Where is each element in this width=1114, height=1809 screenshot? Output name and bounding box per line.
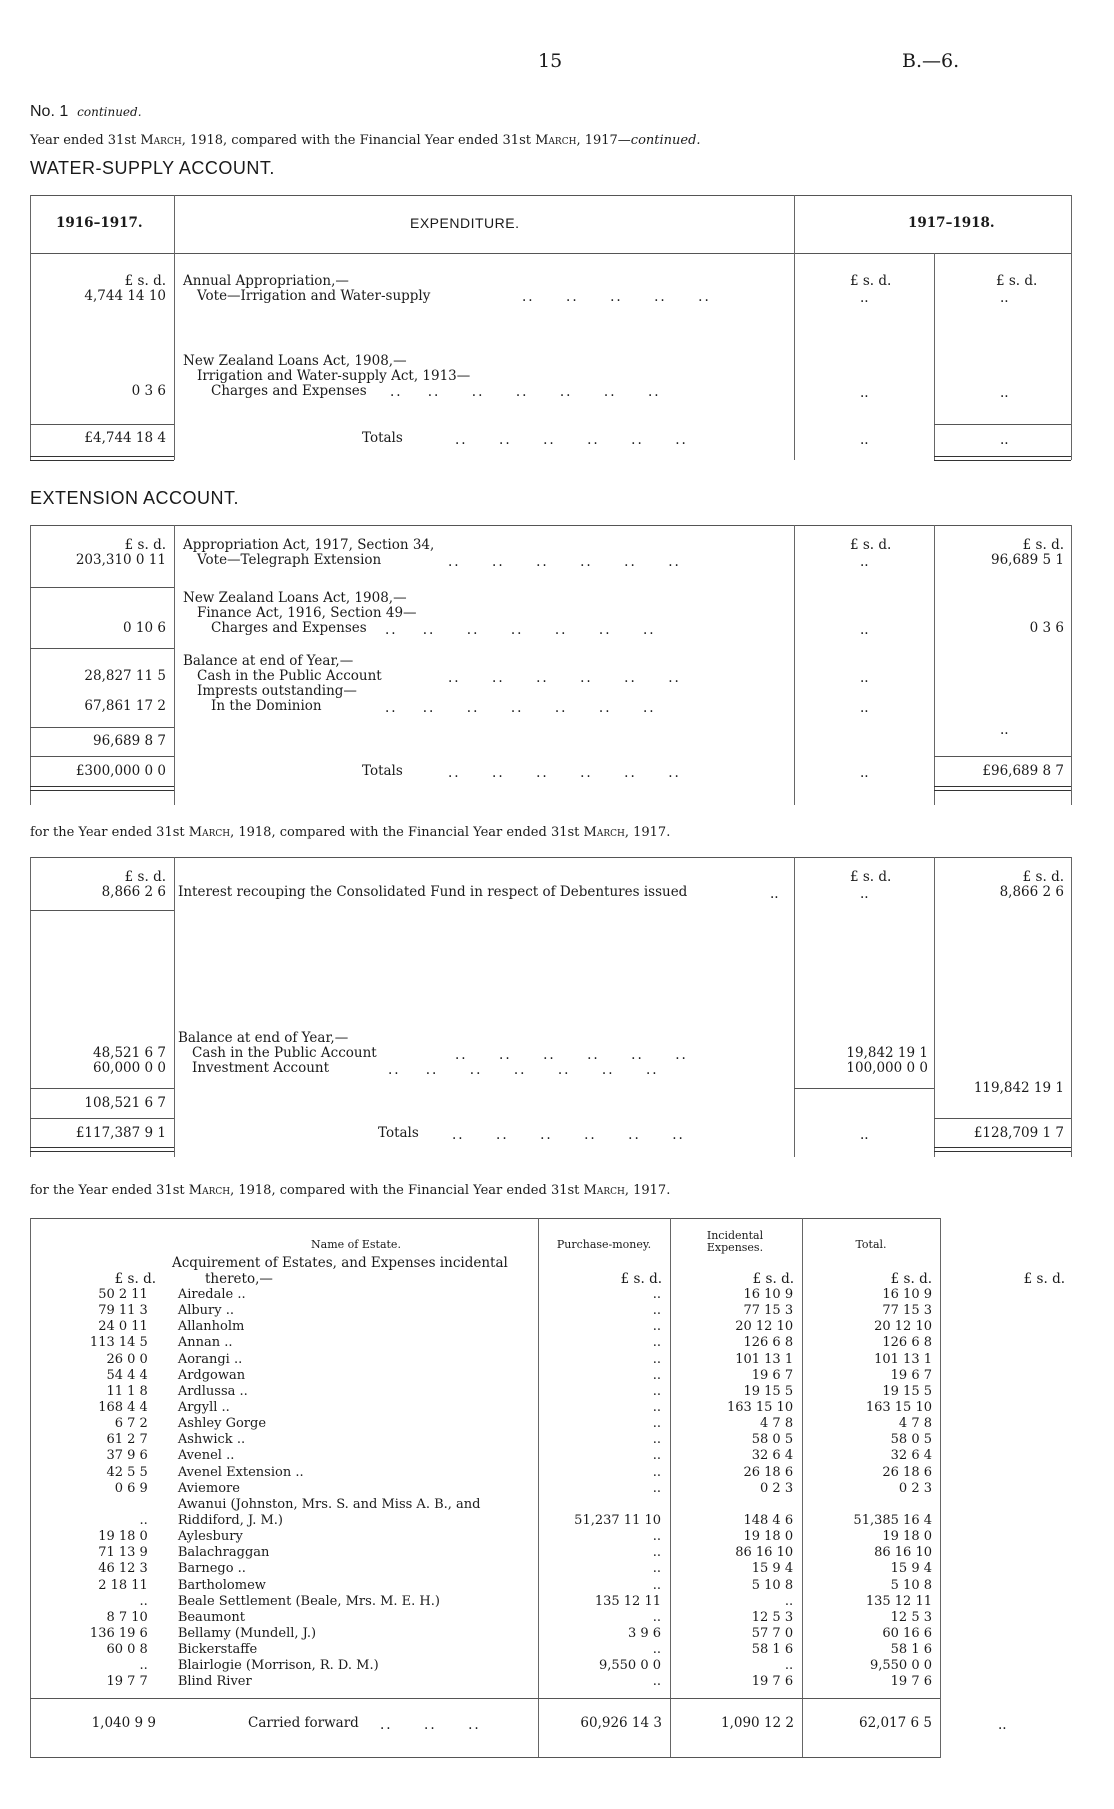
estate-purchase: ..: [652, 1674, 662, 1690]
estate-row: [30, 1674, 940, 1690]
subtitle: Year ended 31st March, 1918, compared with the Financial Year ended 31st March, 1917—continued.: [30, 133, 701, 148]
estate-prev: 2 18 11: [98, 1577, 148, 1593]
estate-inc: 5 10 8: [751, 1577, 794, 1593]
s3-prev-4: 108,521 6 7: [84, 1095, 166, 1111]
ws-cur-2: ..: [1000, 385, 1009, 401]
estate-row: [30, 1578, 940, 1594]
s4-lsd-last: £ s. d.: [1023, 1271, 1065, 1287]
estate-total: 16 10 9: [882, 1287, 932, 1303]
s3-lsd: £ s. d.: [124, 869, 166, 885]
estate-total: 77 15 3: [882, 1303, 932, 1319]
estate-total: 0 2 3: [898, 1480, 932, 1496]
estate-purchase: ..: [652, 1335, 662, 1351]
s3-cur-1: 8,866 2 6: [999, 884, 1064, 900]
ws-lsd-mid: £ s. d.: [850, 273, 892, 289]
s3-prev-2: 48,521 6 7: [93, 1045, 166, 1061]
ext-cur-2: 0 3 6: [1029, 620, 1064, 636]
estate-inc: 0 2 3: [760, 1480, 794, 1496]
estate-row: [30, 1287, 940, 1303]
estate-row: [30, 1529, 940, 1545]
s3-mid-total: ..: [860, 1127, 869, 1143]
estate-name: Ashwick ..: [177, 1432, 246, 1448]
estate-name: Aviemore: [177, 1480, 240, 1496]
ext-prev-3: 28,827 11 5: [84, 668, 166, 684]
s3-line-2: Balance at end of Year,—: [178, 1030, 349, 1046]
estate-inc: 148 4 6: [743, 1513, 794, 1529]
section3-heading: for the Year ended 31st March, 1918, compared with the Financial Year ended 31st March, 1917.: [30, 825, 671, 840]
ext-line-1: Appropriation Act, 1917, Section 34,: [183, 537, 435, 553]
ext-lsd: £ s. d.: [124, 537, 166, 553]
estate-purchase: ..: [652, 1351, 662, 1367]
estate-prev: 37 9 6: [106, 1448, 148, 1464]
ext-prev-5: 96,689 8 7: [93, 733, 166, 749]
s3-leader-3: .. .. .. .. .. .. ..: [388, 1062, 659, 1078]
ws-totals-label: Totals: [362, 430, 403, 446]
estate-row: [30, 1416, 940, 1432]
s3-prev-total: £117,387 9 1: [75, 1125, 166, 1141]
report-reference: B.—6.: [902, 50, 960, 72]
estate-row: [30, 1432, 940, 1448]
s4-carried-purchase: 60,926 14 3: [580, 1715, 662, 1731]
estate-inc: 4 7 8: [760, 1416, 794, 1432]
estate-row: [30, 1545, 940, 1561]
ws-mid-2: ..: [860, 385, 869, 401]
estate-prev: 71 13 9: [98, 1545, 148, 1561]
ws-line-3: New Zealand Loans Act, 1908,—: [183, 353, 407, 369]
ext-cur-3: ..: [1000, 722, 1009, 738]
estate-total: 4 7 8: [898, 1416, 932, 1432]
ext-line-9: In the Dominion: [211, 698, 322, 714]
estate-total: 19 7 6: [890, 1674, 932, 1690]
ws-mid-total: ..: [860, 432, 869, 448]
estate-total: 15 9 4: [890, 1561, 932, 1577]
estate-prev: ..: [139, 1513, 148, 1529]
estate-row: [30, 1513, 940, 1529]
estate-name: Allanholm: [177, 1319, 245, 1335]
estate-row: [30, 1497, 940, 1513]
ext-leader-2: .. .. .. .. .. .. ..: [385, 622, 656, 638]
s4-carried-prev: 1,040 9 9: [91, 1715, 156, 1731]
estate-name: Ardlussa ..: [177, 1383, 248, 1399]
estate-purchase: [534, 1497, 669, 1513]
estate-prev: 50 2 11: [98, 1287, 148, 1303]
estate-inc: ..: [784, 1658, 794, 1674]
estate-name: Albury ..: [177, 1303, 235, 1319]
ws-cur-1: ..: [1000, 290, 1009, 306]
estate-name: Bartholomew: [177, 1577, 266, 1593]
s3-mid-1: ..: [860, 886, 869, 902]
ws-leader-1: .. .. .. .. ..: [522, 289, 711, 305]
s4-lsd-purchase: £ s. d.: [620, 1271, 662, 1287]
estate-prev: 61 2 7: [106, 1432, 148, 1448]
estate-total: 12 5 3: [890, 1609, 932, 1625]
estate-prev: 24 0 11: [98, 1319, 148, 1335]
estate-inc: 12 5 3: [751, 1609, 794, 1625]
estate-purchase: ..: [652, 1287, 662, 1303]
estate-purchase: ..: [652, 1416, 662, 1432]
ext-mid-total: ..: [860, 765, 869, 781]
estate-purchase: ..: [652, 1464, 662, 1480]
s3-totals-label: Totals: [378, 1125, 419, 1141]
estate-inc: 19 7 6: [751, 1674, 794, 1690]
s3-mid-3: 100,000 0 0: [846, 1060, 928, 1076]
estate-purchase: ..: [652, 1448, 662, 1464]
ws-lsd-cur: £ s. d.: [996, 273, 1038, 289]
estate-row: [30, 1400, 940, 1416]
estate-inc: 19 18 0: [743, 1529, 794, 1545]
estate-prev: 6 7 2: [114, 1416, 148, 1432]
s3-prev-1: 8,866 2 6: [101, 884, 166, 900]
estate-inc: 77 15 3: [743, 1303, 794, 1319]
estate-inc: 58 1 6: [751, 1642, 794, 1658]
estate-purchase: ..: [652, 1545, 662, 1561]
estate-prev: 60 0 8: [106, 1642, 148, 1658]
estate-total: 58 0 5: [890, 1432, 932, 1448]
page-number: 15: [538, 50, 563, 72]
estate-name: Argyll ..: [177, 1400, 230, 1416]
estate-prev: 8 7 10: [106, 1609, 148, 1625]
estate-total: 26 18 6: [882, 1464, 932, 1480]
estate-inc: 57 7 0: [751, 1626, 794, 1642]
s4-lsd-total: £ s. d.: [890, 1271, 932, 1287]
estate-prev: 54 4 4: [106, 1367, 148, 1383]
estate-purchase: ..: [652, 1367, 662, 1383]
estate-total: 19 6 7: [890, 1367, 932, 1383]
estate-purchase: ..: [652, 1400, 662, 1416]
ws-lsd: £ s. d.: [124, 273, 166, 289]
ws-line-4: Irrigation and Water-supply Act, 1913—: [197, 368, 471, 384]
s4-carried-leader: .. .. ..: [380, 1717, 481, 1733]
ext-line-4: Finance Act, 1916, Section 49—: [197, 605, 417, 621]
s3-line-1: Interest recouping the Consolidated Fund in respect of Debentures issued: [178, 884, 688, 900]
s3-leader-4: .. .. .. .. .. ..: [452, 1127, 685, 1143]
estate-inc: 15 9 4: [751, 1561, 794, 1577]
col-total: Total.: [855, 1238, 887, 1251]
ws-line-2: Vote—Irrigation and Water-supply: [197, 288, 431, 304]
estate-row: [30, 1465, 940, 1481]
estate-row: [30, 1594, 940, 1610]
estate-prev: 11 1 8: [106, 1383, 148, 1399]
s4-lsd-prev: £ s. d.: [114, 1271, 156, 1287]
estate-total: 20 12 10: [874, 1319, 932, 1335]
s3-leader-2: .. .. .. .. .. ..: [455, 1047, 688, 1063]
estate-name: Barnego ..: [177, 1561, 246, 1577]
estate-inc: 86 16 10: [735, 1545, 794, 1561]
s4-lsd-incidental: £ s. d.: [752, 1271, 794, 1287]
estate-prev: 26 0 0: [106, 1351, 148, 1367]
estate-prev: ..: [139, 1593, 148, 1609]
estate-name: Bickerstaffe: [177, 1642, 258, 1658]
estate-purchase: ..: [652, 1609, 662, 1625]
estate-total: 32 6 4: [890, 1448, 932, 1464]
estate-row: [30, 1610, 940, 1626]
s3-prev-3: 60,000 0 0: [93, 1060, 166, 1076]
estate-purchase: ..: [652, 1303, 662, 1319]
estate-row: [30, 1561, 940, 1577]
estate-purchase: ..: [652, 1642, 662, 1658]
ext-line-5: Charges and Expenses: [211, 620, 367, 636]
s3-cur-4: 119,842 19 1: [973, 1080, 1064, 1096]
estate-total: 19 15 5: [882, 1383, 932, 1399]
estate-inc: 32 6 4: [751, 1448, 794, 1464]
estate-row: [30, 1642, 940, 1658]
ws-line-5: Charges and Expenses: [211, 383, 367, 399]
ws-line-1: Annual Appropriation,—: [183, 273, 349, 289]
estate-row: [30, 1303, 940, 1319]
estate-purchase: ..: [652, 1319, 662, 1335]
estate-name: Annan ..: [177, 1335, 233, 1351]
ext-mid-1: ..: [860, 554, 869, 570]
s3-leader-1: ..: [770, 886, 779, 902]
estate-prev: 0 6 9: [114, 1480, 148, 1496]
ext-leader-5: .. .. .. .. .. ..: [448, 765, 681, 781]
ws-leader-3: .. .. .. .. .. ..: [455, 432, 688, 448]
estate-row: [30, 1448, 940, 1464]
ws-prev-2: 0 3 6: [131, 383, 166, 399]
estate-row: [30, 1319, 940, 1335]
estate-total: 9,550 0 0: [869, 1658, 932, 1674]
ext-line-7: Cash in the Public Account: [197, 668, 382, 684]
estate-purchase: 3 9 6: [627, 1626, 662, 1642]
ws-col-prev: 1916–1917.: [56, 215, 143, 231]
ext-lsd-mid: £ s. d.: [850, 537, 892, 553]
ext-leader-1: .. .. .. .. .. ..: [448, 554, 681, 570]
ext-prev-4: 67,861 17 2: [84, 698, 166, 714]
estate-prev: 46 12 3: [98, 1561, 148, 1577]
estate-prev: 42 5 5: [106, 1464, 148, 1480]
ext-totals-label: Totals: [362, 763, 403, 779]
estate-total: 163 15 10: [865, 1400, 932, 1416]
estate-inc: 19 15 5: [743, 1383, 794, 1399]
ext-mid-2: ..: [860, 622, 869, 638]
estate-name: Airedale ..: [177, 1287, 246, 1303]
estate-prev: [30, 1497, 164, 1513]
section4-heading: for the Year ended 31st March, 1918, compared with the Financial Year ended 31st March, 1917.: [30, 1183, 671, 1198]
estate-name: Blind River: [177, 1674, 252, 1690]
ext-mid-4: ..: [860, 700, 869, 716]
estate-row: [30, 1626, 940, 1642]
estate-name: Aylesbury: [177, 1529, 243, 1545]
ws-col-head: EXPENDITURE.: [410, 215, 520, 231]
estate-inc: 126 6 8: [743, 1335, 794, 1351]
ext-lsd-cur: £ s. d.: [1022, 537, 1064, 553]
ws-prev-total: £4,744 18 4: [84, 430, 166, 446]
s3-lsd-mid: £ s. d.: [850, 869, 892, 885]
estate-total: [801, 1497, 940, 1513]
estate-inc: [669, 1497, 801, 1513]
estate-name: Riddiford, J. M.): [177, 1513, 283, 1529]
col-incidental-expenses: Incidental Expenses.: [706, 1229, 764, 1254]
estate-row: [30, 1352, 940, 1368]
ext-leader-4: .. .. .. .. .. .. ..: [385, 700, 656, 716]
estate-prev: ..: [139, 1658, 148, 1674]
ext-prev-1: 203,310 0 11: [75, 552, 166, 568]
s3-cur-total: £128,709 1 7: [973, 1125, 1064, 1141]
ws-leader-2: .. .. .. .. .. .. ..: [390, 384, 661, 400]
col-purchase-money: Purchase-money.: [556, 1238, 652, 1251]
estate-purchase: ..: [652, 1383, 662, 1399]
estate-purchase: 51,237 11 10: [574, 1513, 662, 1529]
estate-row: [30, 1658, 940, 1674]
estate-total: 126 6 8: [882, 1335, 932, 1351]
ws-col-cur: 1917–1918.: [908, 215, 995, 231]
estate-name: Avenel ..: [177, 1448, 235, 1464]
estate-purchase: 135 12 11: [594, 1593, 662, 1609]
estate-total: 5 10 8: [890, 1577, 932, 1593]
estate-purchase: 9,550 0 0: [598, 1658, 662, 1674]
s3-mid-2: 19,842 19 1: [846, 1045, 928, 1061]
estate-name: Avenel Extension ..: [177, 1464, 304, 1480]
ws-mid-1: ..: [860, 290, 869, 306]
estate-purchase: ..: [652, 1432, 662, 1448]
s3-lsd-cur: £ s. d.: [1022, 869, 1064, 885]
estates-list: [30, 1287, 940, 1691]
estate-total: 51,385 16 4: [853, 1513, 932, 1529]
s4-carried-last: ..: [998, 1717, 1007, 1733]
estate-purchase: ..: [652, 1529, 662, 1545]
estate-purchase: ..: [652, 1561, 662, 1577]
estate-total: 58 1 6: [890, 1642, 932, 1658]
ext-line-6: Balance at end of Year,—: [183, 653, 354, 669]
estate-name: Beaumont: [177, 1609, 245, 1625]
estate-row: [30, 1384, 940, 1400]
estate-total: 60 16 6: [882, 1626, 932, 1642]
estate-inc: 58 0 5: [751, 1432, 794, 1448]
estate-purchase: ..: [652, 1480, 662, 1496]
estate-name: Ardgowan: [177, 1367, 246, 1383]
ext-prev-total: £300,000 0 0: [75, 763, 166, 779]
s4-intro-2: thereto,—: [205, 1271, 273, 1287]
ext-line-2: Vote—Telegraph Extension: [197, 552, 382, 568]
col-name-of-estate: Name of Estate.: [311, 1238, 401, 1251]
estate-name: Balachraggan: [177, 1545, 270, 1561]
estate-prev: 168 4 4: [98, 1400, 148, 1416]
s4-carried-label: Carried forward: [248, 1715, 359, 1731]
water-supply-title: WATER-SUPPLY ACCOUNT.: [30, 158, 275, 178]
estate-name: Aorangi ..: [177, 1351, 243, 1367]
estate-name: Awanui (Johnston, Mrs. S. and Miss A. B., and: [177, 1496, 481, 1512]
estate-name: Beale Settlement (Beale, Mrs. M. E. H.): [177, 1593, 440, 1609]
estate-inc: ..: [784, 1593, 794, 1609]
estate-prev: 19 18 0: [98, 1529, 148, 1545]
ext-mid-3: ..: [860, 670, 869, 686]
estate-name: Bellamy (Mundell, J.): [177, 1626, 317, 1642]
ext-cur-total: £96,689 8 7: [982, 763, 1064, 779]
s4-intro-1: Acquirement of Estates, and Expenses incidental: [172, 1255, 508, 1271]
s4-carried-incidental: 1,090 12 2: [721, 1715, 794, 1731]
estate-inc: 20 12 10: [735, 1319, 794, 1335]
ext-line-3: New Zealand Loans Act, 1908,—: [183, 590, 407, 606]
estate-inc: 163 15 10: [726, 1400, 794, 1416]
s3-line-3: Cash in the Public Account: [192, 1045, 377, 1061]
estate-prev: 19 7 7: [106, 1674, 148, 1690]
ext-cur-1: 96,689 5 1: [991, 552, 1064, 568]
estate-name: Blairlogie (Morrison, R. D. M.): [177, 1658, 379, 1674]
ext-leader-3: .. .. .. .. .. ..: [448, 670, 681, 686]
ext-prev-2: 0 10 6: [123, 620, 166, 636]
estate-total: 19 18 0: [882, 1529, 932, 1545]
estate-total: 101 13 1: [874, 1351, 932, 1367]
estate-total: 135 12 11: [865, 1593, 932, 1609]
estate-inc: 26 18 6: [743, 1464, 794, 1480]
ws-cur-total: ..: [1000, 432, 1009, 448]
account-number: No. 1 continued.: [30, 103, 142, 120]
estate-inc: 101 13 1: [735, 1351, 794, 1367]
estate-row: [30, 1481, 940, 1497]
estate-prev: 113 14 5: [89, 1335, 148, 1351]
estate-row: [30, 1368, 940, 1384]
extension-title: EXTENSION ACCOUNT.: [30, 488, 240, 508]
s4-carried-total: 62,017 6 5: [859, 1715, 932, 1731]
estate-purchase: ..: [652, 1577, 662, 1593]
estate-total: 86 16 10: [874, 1545, 932, 1561]
estate-row: [30, 1335, 940, 1351]
estate-inc: 16 10 9: [743, 1287, 794, 1303]
estate-prev: 136 19 6: [89, 1626, 148, 1642]
ws-prev-1: 4,744 14 10: [84, 288, 166, 304]
s3-line-4: Investment Account: [192, 1060, 330, 1076]
estate-inc: 19 6 7: [751, 1367, 794, 1383]
ext-line-8: Imprests outstanding—: [197, 683, 357, 699]
estate-name: Ashley Gorge: [177, 1416, 267, 1432]
estate-prev: 79 11 3: [98, 1303, 148, 1319]
